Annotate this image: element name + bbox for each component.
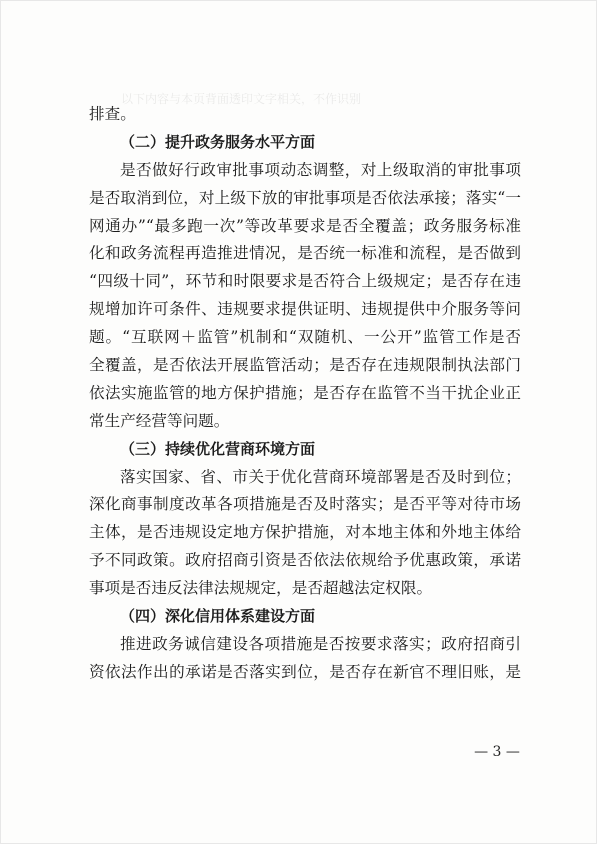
body-text-line: 排查。 — [89, 105, 136, 123]
body-text-line: 推进政务诚信建设各项措施是否按要求落实；政府招商引 — [120, 634, 521, 653]
body-text-line: 资依法作出的承诺是否落实到位，是否存在新官不理旧账，是 — [89, 662, 521, 681]
body-text-line: 依法实施监管的地方保护措施；是否存在监管不当干扰企业正 — [89, 383, 521, 402]
body-text-line: 是否取消到位，对上级下放的审批事项是否依法承接；落实“一 — [89, 188, 521, 207]
section-heading: （二）提升政务服务水平方面 — [120, 132, 316, 151]
body-text-line: 网通办”“最多跑一次”等改革要求是否全覆盖；政务服务标准 — [89, 216, 521, 235]
body-text-line: 主体，是否违规设定地方保护措施，对本地主体和外地主体给 — [89, 523, 521, 542]
body-text-line: 事项是否违反法律法规规定，是否超越法定权限。 — [89, 579, 433, 598]
body-text-line: 全覆盖，是否依法开展监管活动；是否存在违规限制执法部门 — [89, 356, 521, 375]
body-text-line: 化和政务流程再造推进情况，是否统一标准和流程，是否做到 — [89, 244, 521, 263]
body-text-line: 予不同政策。政府招商引资是否依法依规给予优惠政策，承诺 — [89, 551, 521, 570]
section-heading: （三）持续优化营商环境方面 — [120, 439, 316, 458]
document-body — [89, 101, 521, 687]
body-text-line: “四级十同”，环节和时限要求是否符合上级规定；是否存在违 — [89, 272, 521, 291]
body-text-line: 题。“互联网＋监管”机制和“双随机、一公开”监管工作是否 — [89, 328, 521, 347]
body-text-line: 落实国家、省、市关于优化营商环境部署是否及时到位； — [120, 467, 521, 486]
bleed-through-text: 以下内容与本页背面透印文字相关，不作识别 — [121, 92, 362, 106]
body-text-line: 规增加许可条件、违规要求提供证明、违规提供中介服务等问 — [89, 300, 521, 319]
page-number: — 3 — — [474, 744, 520, 760]
body-text-line: 常生产经营等问题。 — [89, 411, 230, 430]
section-heading: （四）深化信用体系建设方面 — [120, 607, 316, 626]
body-text-line: 是否做好行政审批事项动态调整，对上级取消的审批事项 — [120, 160, 521, 179]
body-text-line: 深化商事制度改革各项措施是否及时落实；是否平等对待市场 — [89, 495, 521, 514]
